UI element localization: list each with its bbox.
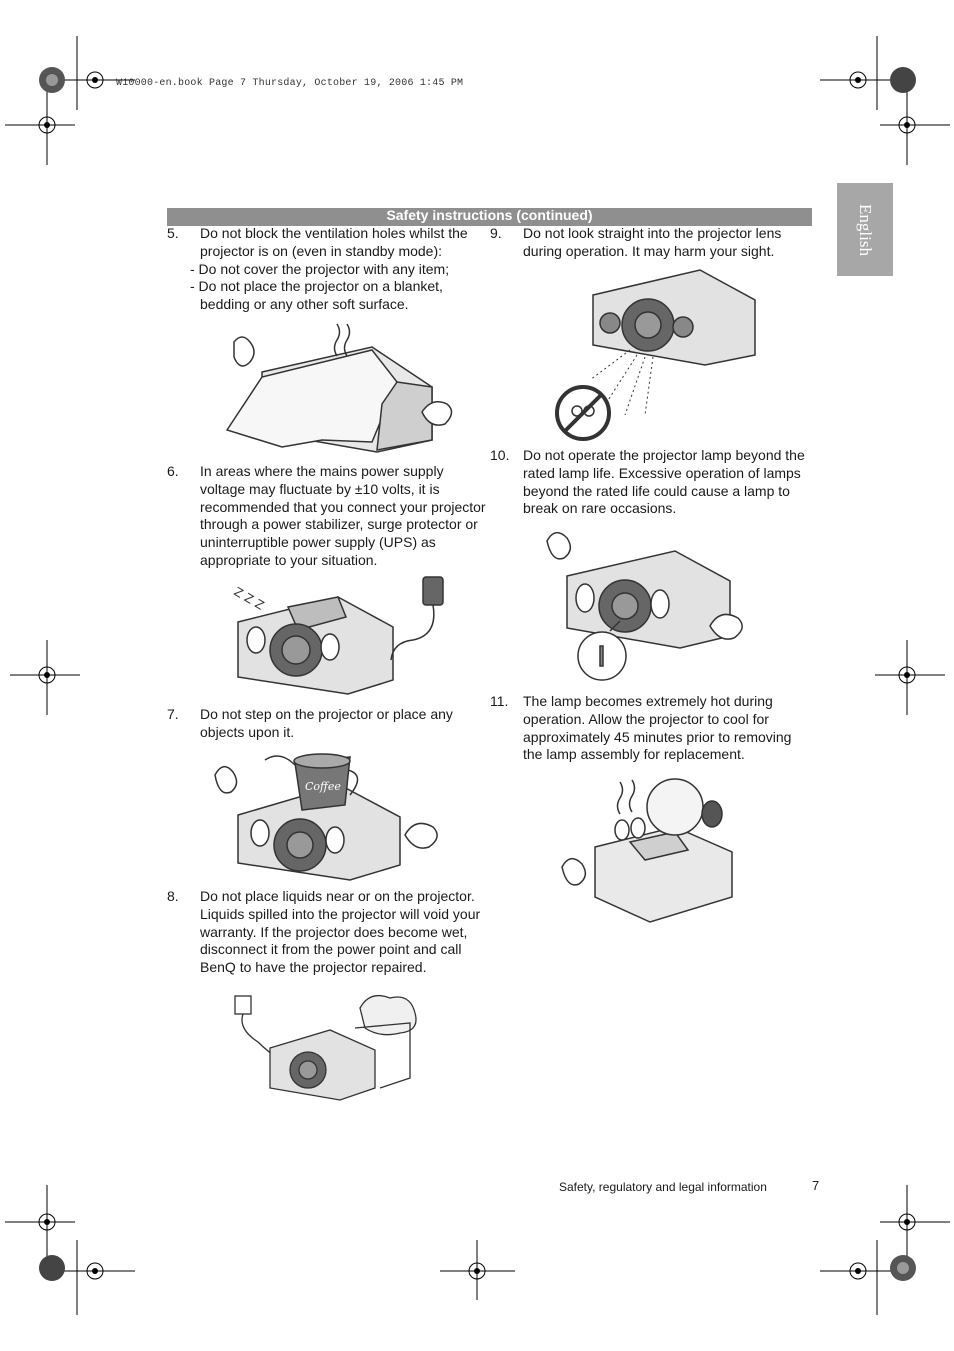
- item-text: Do not look straight into the projector lens during operation. It may harm your sight.: [523, 225, 782, 259]
- coffee-label: Coffee: [305, 780, 341, 793]
- svg-text:Z Z Z: Z Z Z: [231, 584, 267, 613]
- language-tab-label: English: [856, 203, 875, 256]
- section-header: [167, 208, 812, 226]
- safety-item-10: [490, 447, 815, 522]
- item-number: 5.: [167, 225, 179, 241]
- safety-item-9: [490, 225, 815, 265]
- print-slug: W10000-en.book Page 7 Thursday, October 19, 2006 1:45 PM: [116, 78, 464, 89]
- safety-item-7: [167, 706, 492, 746]
- item-text: Do not step on the projector or place any objects upon it.: [200, 706, 453, 740]
- safety-item-6: [167, 463, 492, 573]
- sub-item: - Do not cover the projector with any item;: [190, 260, 450, 277]
- coffee-on-projector-illustration: [210, 745, 445, 880]
- hot-lamp-illustration: [560, 772, 740, 924]
- item-number: 10.: [490, 447, 510, 463]
- item-number: 6.: [167, 463, 179, 479]
- section-title: Safety instructions (continued): [386, 207, 593, 223]
- item-text: The lamp becomes extremely hot during operation. Allow the projector to cool for approximately 45 minutes prior to removing the lamp assembly for replacement.: [523, 693, 792, 763]
- item-number: 11.: [490, 693, 509, 709]
- language-tab: [837, 183, 893, 276]
- item-text: In areas where the mains power supply voltage may fluctuate by ±10 volts, it is recommended that you connect your projector through a power stabilizer, surge protector or uninterruptible power supply (UPS) as appropriate to your situation.: [200, 463, 486, 568]
- item-number: 8.: [167, 888, 179, 904]
- item-text: Do not block the ventilation holes whilst the projector is on (even in standby mode):: [200, 225, 468, 259]
- item-number: 7.: [167, 706, 179, 722]
- liquids-illustration: [230, 988, 415, 1108]
- lens-warning-illustration: [555, 265, 760, 443]
- safety-item-11: [490, 693, 815, 768]
- safety-item-5: [167, 225, 492, 315]
- lamp-life-illustration: [545, 526, 760, 686]
- item-text: Do not operate the projector lamp beyond the rated lamp life. Excessive operation of lamps beyond the rated life could cause a lamp to break on rare occasions.: [523, 447, 805, 517]
- footer-section-title: Safety, regulatory and legal information: [559, 1180, 767, 1194]
- power-stabilizer-illustration: [228, 572, 453, 697]
- item-text: Do not place liquids near or on the projector. Liquids spilled into the projector will void your warranty. If the projector does become wet, disconnect it from the power point and call BenQ to have the projector repaired.: [200, 888, 481, 976]
- item-number: 9.: [490, 225, 502, 241]
- sub-item: - Do not place the projector on a blanket, bedding or any other soft surface.: [190, 278, 443, 313]
- page-number: 7: [812, 1178, 820, 1193]
- covered-projector-illustration: [222, 322, 457, 452]
- safety-item-8: [167, 888, 492, 980]
